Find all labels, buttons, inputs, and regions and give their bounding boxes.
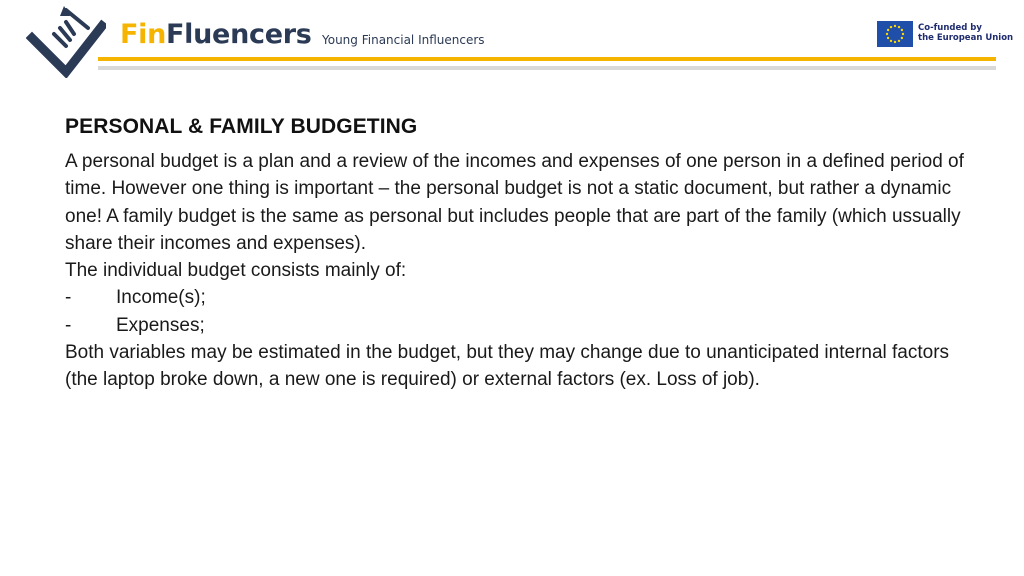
list-item-text: Income(s); [116,287,206,309]
paragraph-variables: Both variables may be estimated in the budget, but they may change due to unanticipated internal factors (the laptop broke down, a new one is required) or external factors (ex. Loss of job). [65,342,950,391]
brand-suffix: Fluencers [166,19,312,50]
list-bullet: - [65,314,72,336]
header-gold-rule [98,57,996,61]
brand-prefix: Fin [120,19,167,50]
brand-tagline: Young Financial Influencers [322,33,485,47]
eu-flag-icon [877,21,913,47]
paragraph-list-intro: The individual budget consists mainly of: [65,260,407,282]
list-item-text: Expenses; [116,314,205,336]
slide-content [65,112,965,394]
slide-header [0,0,1024,80]
slide-body [65,148,965,394]
eu-line-2: the European Union [918,33,1014,43]
eu-line-1: Co-funded by [918,23,982,33]
list-item [65,312,965,339]
paragraph-definition: A personal budget is a plan and a review of the incomes and expenses of one person in a defined period of time. However one thing is important – the personal budget is not a static document, but rather a dynamic one! A family budget is the same as personal but includes people that are part of the family (which ussually share their incomes and expenses). [65,151,964,254]
list-bullet: - [65,287,72,309]
checkmark-arrow-logo-icon [26,4,106,78]
brand-name [120,18,312,52]
slide-title: PERSONAL & FAMILY BUDGETING [65,115,418,138]
eu-cofunded-label [918,23,1013,43]
header-grey-rule [98,66,996,70]
list-item [65,284,965,311]
